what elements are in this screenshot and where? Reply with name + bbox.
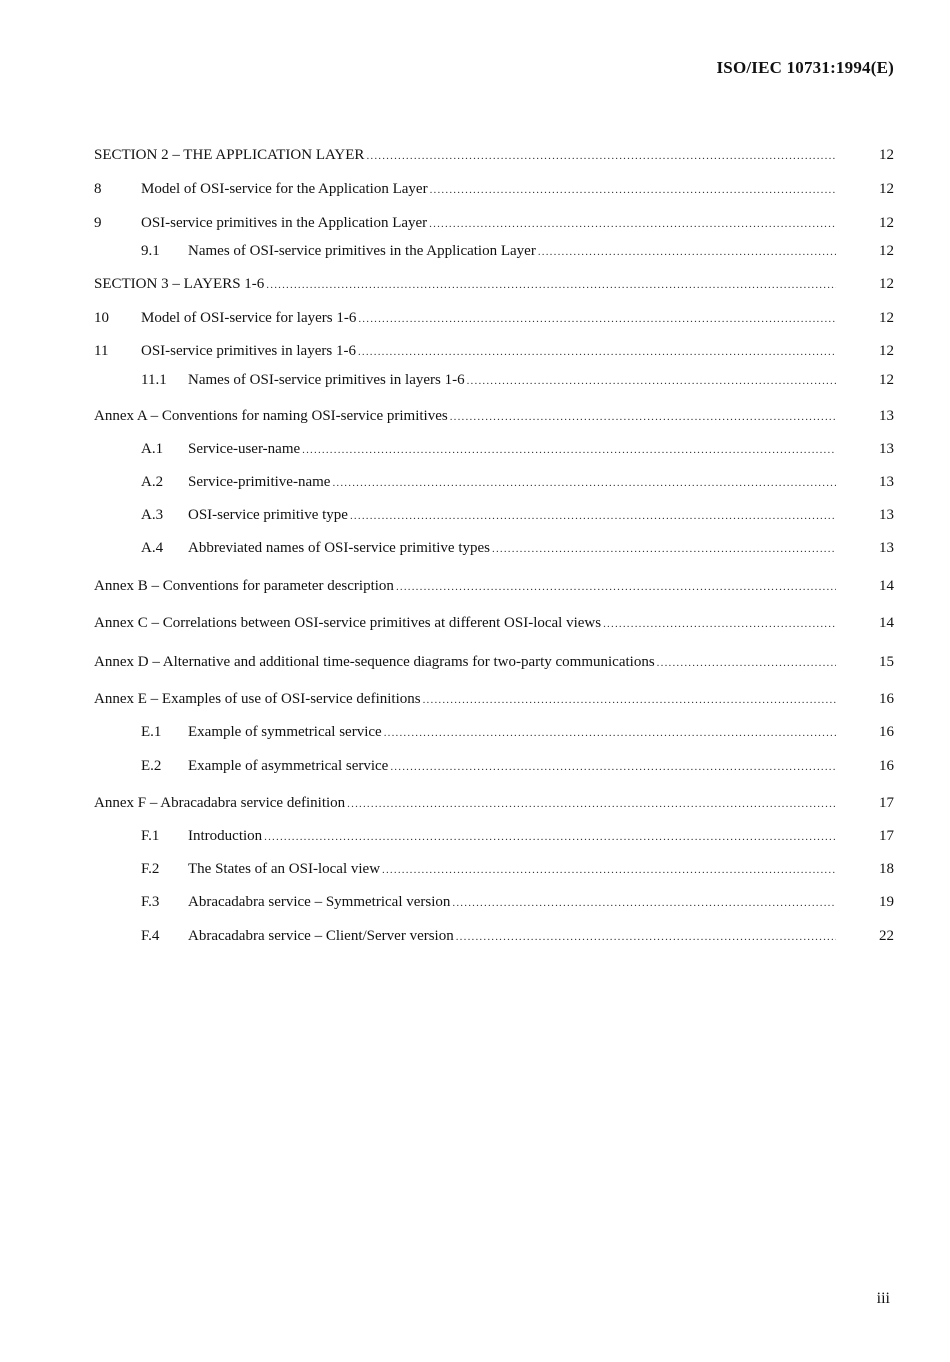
toc-entry-label: SECTION 2 – THE APPLICATION LAYER (94, 147, 365, 163)
toc-entry-label: Abbreviated names of OSI-service primitive types (188, 540, 490, 556)
toc-entry-annex-f[interactable] (94, 792, 894, 814)
toc-entry-number: 10 (94, 310, 109, 326)
dot-leader (657, 652, 836, 674)
toc-entry-f-1[interactable] (141, 825, 894, 847)
toc-entry-page: 12 (879, 276, 894, 292)
dot-leader (450, 406, 836, 428)
dot-leader (350, 505, 836, 527)
dot-leader (396, 576, 836, 598)
toc-entry-annex-e[interactable] (94, 688, 894, 710)
toc-entry-label: The States of an OSI-local view (188, 861, 381, 877)
toc-entry-9-1[interactable] (141, 240, 894, 262)
toc-entry-label: Introduction (188, 828, 263, 844)
toc-entry-page: 12 (879, 343, 894, 359)
toc-entry-8[interactable] (94, 178, 894, 200)
toc-entry-f-2[interactable] (141, 858, 894, 880)
toc-entry-label: Service-user-name (188, 441, 301, 457)
toc-entry-label: Example of asymmetrical service (188, 758, 389, 774)
toc-entry-number: 11 (94, 343, 109, 359)
toc-entry-section-3[interactable] (94, 273, 894, 295)
toc-entry-page: 16 (879, 724, 894, 740)
toc-entry-number: 8 (94, 181, 102, 197)
dot-leader (332, 472, 836, 494)
document-id-header: ISO/IEC 10731:1994(E) (716, 58, 894, 77)
dot-leader (366, 145, 836, 167)
toc-entry-11[interactable] (94, 340, 894, 362)
toc-entry-label: OSI-service primitives in the Application Layer (141, 215, 428, 231)
dot-leader (358, 341, 836, 363)
toc-entry-label: OSI-service primitives in layers 1-6 (141, 343, 356, 359)
toc-entry-e-2[interactable] (141, 755, 894, 777)
dot-leader (492, 538, 836, 560)
toc-entry-number: A.1 (141, 441, 164, 457)
toc-entry-number: A.3 (141, 507, 164, 523)
toc-entry-label: Example of symmetrical service (188, 724, 382, 740)
dot-leader (423, 689, 836, 711)
toc-entry-annex-d[interactable] (94, 651, 894, 673)
toc-entry-page: 12 (879, 181, 894, 197)
toc-entry-number: 11.1 (141, 372, 167, 388)
toc-entry-label: Annex B – Conventions for parameter description (94, 578, 394, 594)
dot-leader (603, 613, 836, 635)
toc-entry-page: 16 (879, 758, 894, 774)
toc-entry-a-2[interactable] (141, 471, 894, 493)
dot-leader (382, 859, 836, 881)
toc-entry-page: 17 (879, 795, 894, 811)
dot-leader (538, 241, 836, 263)
toc-entry-a-4[interactable] (141, 537, 894, 559)
toc-entry-label: Names of OSI-service primitives in the Application Layer (188, 243, 536, 259)
page-number: iii (876, 1290, 890, 1307)
dot-leader (452, 892, 836, 914)
toc-entry-page: 19 (879, 894, 894, 910)
toc-entry-page: 14 (879, 615, 894, 631)
toc-entry-number: F.4 (141, 928, 160, 944)
toc-entry-label: Service-primitive-name (188, 474, 331, 490)
toc-entry-number: A.4 (141, 540, 164, 556)
toc-entry-page: 12 (879, 147, 894, 163)
toc-entry-number: F.2 (141, 861, 160, 877)
dot-leader (390, 756, 836, 778)
toc-entry-page: 12 (879, 243, 894, 259)
toc-entry-label: Abracadabra service – Symmetrical version (188, 894, 451, 910)
toc-entry-page: 12 (879, 310, 894, 326)
toc-entry-annex-c[interactable] (94, 612, 894, 634)
toc-entry-number: A.2 (141, 474, 164, 490)
toc-entry-annex-a[interactable] (94, 405, 894, 427)
dot-leader (467, 370, 836, 392)
toc-entry-annex-b[interactable] (94, 575, 894, 597)
toc-entry-page: 14 (879, 578, 894, 594)
toc-entry-page: 13 (879, 474, 894, 490)
toc-entry-number: F.3 (141, 894, 160, 910)
toc-entry-label: OSI-service primitive type (188, 507, 348, 523)
toc-entry-number: E.2 (141, 758, 162, 774)
toc-entry-label: Model of OSI-service for the Application Layer (141, 181, 428, 197)
toc-entry-page: 13 (879, 441, 894, 457)
toc-entry-page: 17 (879, 828, 894, 844)
toc-entry-page: 15 (879, 654, 894, 670)
dot-leader (302, 439, 836, 461)
toc-entry-number: E.1 (141, 724, 162, 740)
toc-entry-page: 18 (879, 861, 894, 877)
toc-entry-number: F.1 (141, 828, 160, 844)
toc-entry-page: 16 (879, 691, 894, 707)
toc-entry-10[interactable] (94, 307, 894, 329)
toc-entry-section-2[interactable] (94, 144, 894, 166)
toc-entry-page: 12 (879, 372, 894, 388)
toc-entry-label: Annex C – Correlations between OSI-service primitives at different OSI-local views (94, 615, 602, 631)
dot-leader (456, 926, 836, 948)
toc-entry-label: SECTION 3 – LAYERS 1-6 (94, 276, 265, 292)
toc-entry-page: 13 (879, 540, 894, 556)
toc-entry-f-3[interactable] (141, 891, 894, 913)
toc-entry-label: Annex E – Examples of use of OSI-service definitions (94, 691, 421, 707)
toc-entry-label: Model of OSI-service for layers 1-6 (141, 310, 357, 326)
dot-leader (429, 213, 836, 235)
toc-entry-11-1[interactable] (141, 369, 894, 391)
dot-leader (358, 308, 836, 330)
toc-entry-label: Annex A – Conventions for naming OSI-service primitives (94, 408, 448, 424)
toc-entry-number: 9.1 (141, 243, 160, 259)
toc-entry-page: 13 (879, 507, 894, 523)
toc-entry-page: 22 (879, 928, 894, 944)
toc-entry-label: Annex D – Alternative and additional time-sequence diagrams for two-party communications (94, 654, 655, 670)
toc-entry-a-1[interactable] (141, 438, 894, 460)
toc-entry-label: Annex F – Abracadabra service definition (94, 795, 346, 811)
dot-leader (430, 179, 836, 201)
dot-leader (266, 274, 836, 296)
toc-entry-label: Abracadabra service – Client/Server version (188, 928, 454, 944)
dot-leader (347, 793, 836, 815)
toc-entry-e-1[interactable] (141, 721, 894, 743)
dot-leader (384, 722, 836, 744)
toc-entry-number: 9 (94, 215, 102, 231)
toc-entry-9[interactable] (94, 212, 894, 234)
dot-leader (264, 826, 836, 848)
toc-entry-page: 13 (879, 408, 894, 424)
toc-entry-page: 12 (879, 215, 894, 231)
toc-entry-a-3[interactable] (141, 504, 894, 526)
toc-entry-label: Names of OSI-service primitives in layers 1-6 (188, 372, 465, 388)
toc-entry-f-4[interactable] (141, 925, 894, 947)
